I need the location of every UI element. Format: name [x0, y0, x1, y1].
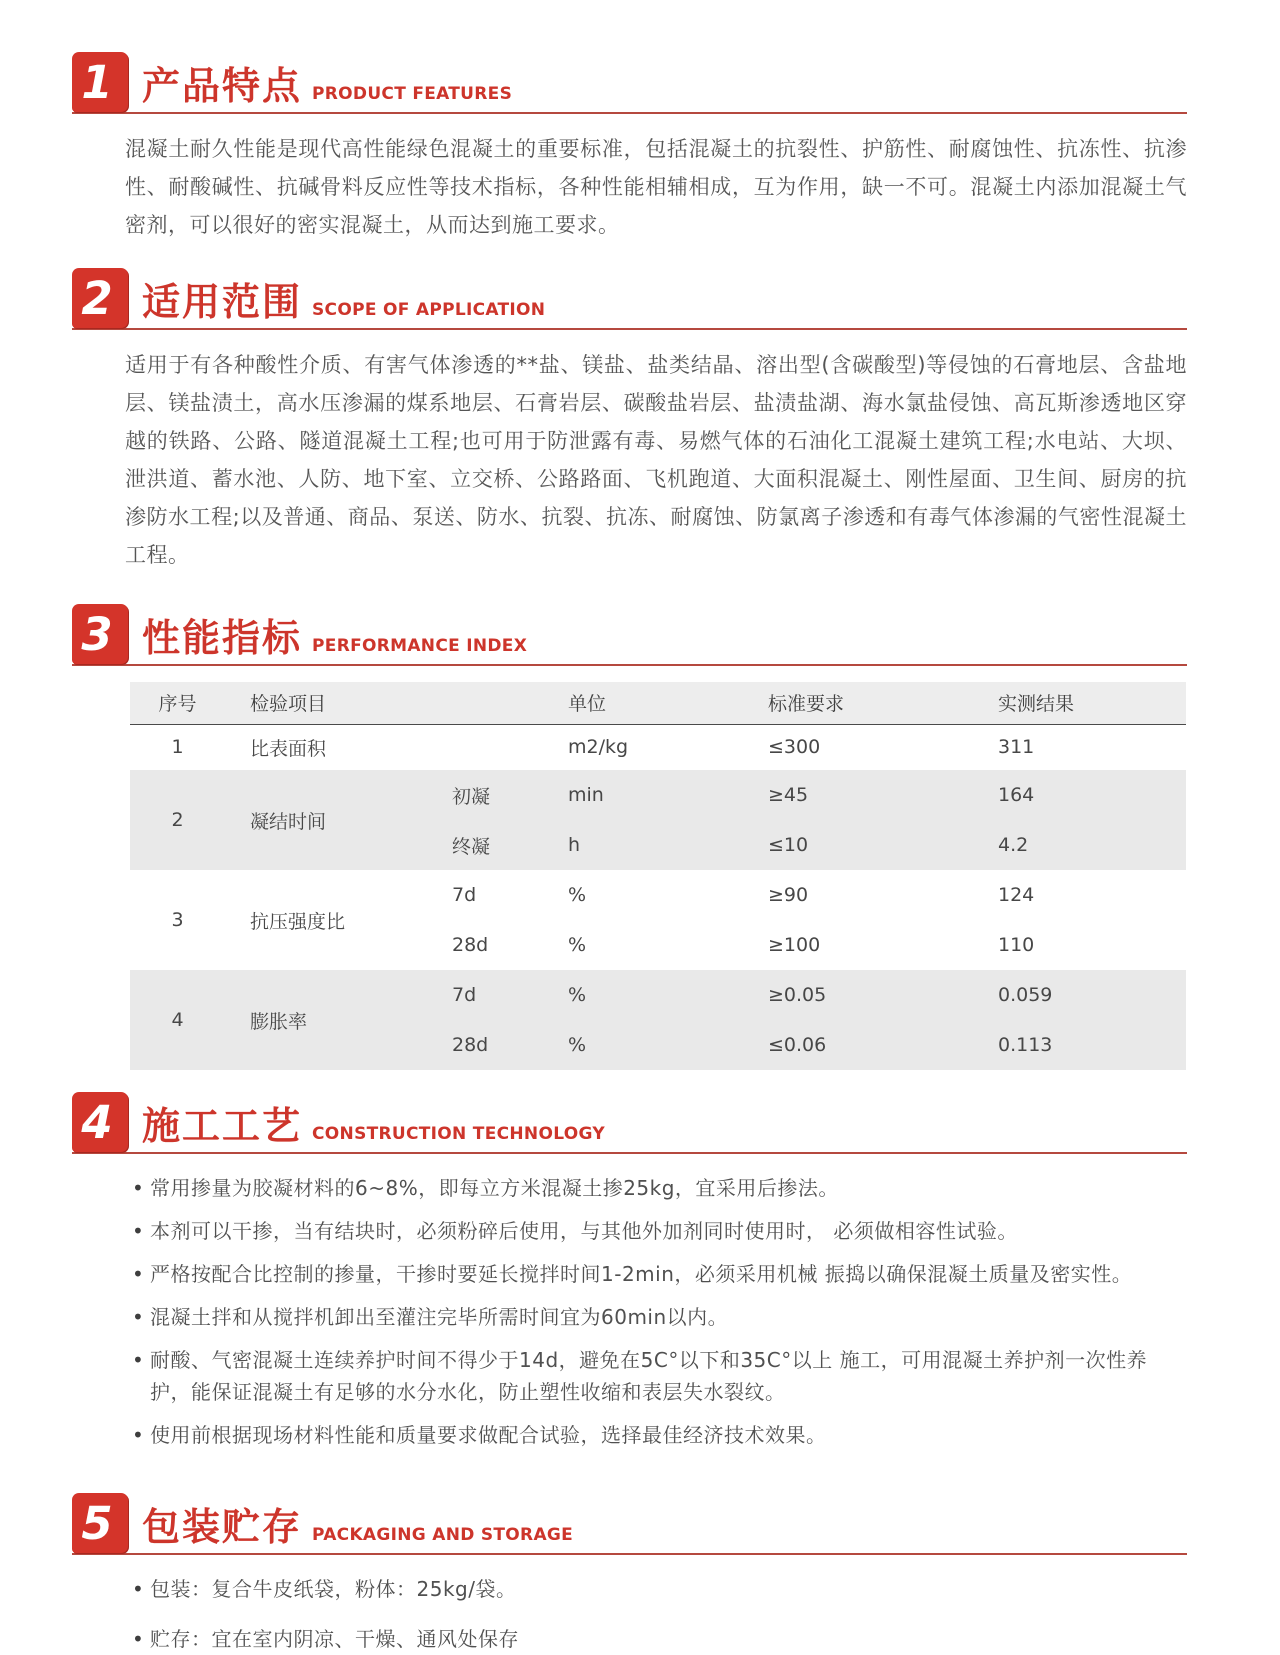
header-cell-standard: 标准要求 [760, 682, 990, 724]
table-row [130, 870, 1186, 920]
section-number-badge: 4 [72, 1092, 128, 1152]
cell-item: 比表面积 [225, 724, 420, 770]
section-packaging-storage [72, 1493, 1187, 1655]
table-row [130, 770, 1186, 820]
section-header [72, 1092, 1187, 1154]
header-cell-item: 检验项目 [225, 682, 560, 724]
cell-sub: 28d [420, 1020, 560, 1070]
cell-result: 0.059 [990, 970, 1186, 1020]
cell-sub: 终凝 [420, 820, 560, 870]
table-row [130, 724, 1186, 770]
cell-item: 抗压强度比 [225, 870, 420, 970]
header-cell-no: 序号 [130, 682, 225, 724]
section-number-badge: 2 [72, 268, 128, 328]
cell-no: 4 [130, 970, 225, 1070]
section-paragraph: 适用于有各种酸性介质、有害气体渗透的**盐、镁盐、盐类结晶、溶出型(含碳酸型)等侵蚀的石膏地层、含盐地层、镁盐渍土，高水压渗漏的煤系地层、石膏岩层、碳酸盐岩层、盐渍盐湖、海水氯盐侵蚀、高瓦斯渗透地区穿越的铁路、公路、隧道混凝土工程;也可用于防泄露有毒、易燃气体的石油化工混凝土建筑工程;水电站、大坝、泄洪道、蓄水池、人防、地下室、立交桥、公路路面、飞机跑道、大面积混凝土、刚性屋面、卫生间、厨房的抗渗防水工程;以及普通、商品、泵送、防水、抗裂、抗冻、耐腐蚀、防氯离子渗透和有毒气体渗漏的气密性混凝土工程。 [125, 353, 1187, 567]
section-titles [142, 64, 513, 112]
section-construction-technology [72, 1092, 1187, 1451]
section-titles [142, 616, 528, 664]
section-header [72, 1493, 1187, 1555]
cell-sub: 28d [420, 920, 560, 970]
cell-result: 4.2 [990, 820, 1186, 870]
cell-unit: % [560, 920, 760, 970]
packaging-bullet-list [130, 1573, 1187, 1655]
cell-standard: ≥90 [760, 870, 990, 920]
cell-unit: % [560, 1020, 760, 1070]
cell-unit: % [560, 970, 760, 1020]
cell-result: 124 [990, 870, 1186, 920]
cell-unit: min [560, 770, 760, 820]
cell-unit: % [560, 870, 760, 920]
section-number-badge: 1 [72, 52, 128, 112]
section-header [72, 268, 1187, 330]
performance-table-header [130, 682, 1186, 724]
cell-result: 110 [990, 920, 1186, 970]
header-cell-result: 实测结果 [990, 682, 1186, 724]
cell-unit: m2/kg [560, 724, 760, 770]
section-title-en: PRODUCT FEATURES [312, 84, 513, 104]
section-product-features [72, 52, 1187, 244]
section-performance-index [72, 604, 1187, 1070]
section-title-zh: 施工工艺 [142, 1104, 303, 1148]
table-header-row [130, 682, 1186, 724]
cell-no: 1 [130, 724, 225, 770]
bullet-item: • 严格按配合比控制的掺量，干掺时要延长搅拌时间1-2min，必须采用机械 振捣以确保混凝土质量及密实性。 [130, 1258, 1187, 1290]
cell-sub: 7d [420, 970, 560, 1020]
section-title-zh: 包装贮存 [142, 1505, 303, 1549]
section-number-badge: 5 [72, 1493, 128, 1553]
cell-sub [420, 724, 560, 770]
section-title-en: PERFORMANCE INDEX [312, 636, 528, 656]
section-title-zh: 性能指标 [142, 616, 303, 660]
cell-sub: 初凝 [420, 770, 560, 820]
section-title-en: SCOPE OF APPLICATION [312, 300, 546, 320]
section-header [72, 52, 1187, 114]
section-titles [142, 280, 546, 328]
section-titles [142, 1505, 574, 1553]
section-title-en: CONSTRUCTION TECHNOLOGY [312, 1124, 605, 1144]
cell-standard: ≥45 [760, 770, 990, 820]
cell-no: 3 [130, 870, 225, 970]
cell-item: 膨胀率 [225, 970, 420, 1070]
performance-table [130, 682, 1186, 1070]
bullet-item: • 贮存：宜在室内阴凉、干燥、通风处保存 [130, 1623, 1187, 1655]
bullet-item: • 耐酸、气密混凝土连续养护时间不得少于14d，避免在5C°以下和35C°以上 施工，可用混凝土养护剂一次性养护，能保证混凝土有足够的水分水化，防止塑性收缩和表层失水裂纹。 [130, 1344, 1187, 1408]
section-scope-of-application [72, 268, 1187, 574]
bullet-item: • 使用前根据现场材料性能和质量要求做配合试验，选择最佳经济技术效果。 [130, 1419, 1187, 1451]
cell-standard: ≥100 [760, 920, 990, 970]
cell-result: 0.113 [990, 1020, 1186, 1070]
cell-standard: ≤0.06 [760, 1020, 990, 1070]
bullet-item: • 本剂可以干掺，当有结块时，必须粉碎后使用，与其他外加剂同时使用时， 必须做相容性试验。 [130, 1215, 1187, 1247]
section-number-badge: 3 [72, 604, 128, 664]
cell-sub: 7d [420, 870, 560, 920]
cell-result: 311 [990, 724, 1186, 770]
section-title-zh: 适用范围 [142, 280, 303, 324]
bullet-item: • 包装：复合牛皮纸袋，粉体：25kg/袋。 [130, 1573, 1187, 1605]
section-paragraph: 混凝土耐久性能是现代高性能绿色混凝土的重要标准，包括混凝土的抗裂性、护筋性、耐腐蚀性、抗冻性、抗渗性、耐酸碱性、抗碱骨料反应性等技术指标，各种性能相辅相成，互为作用，缺一不可。混凝土内添加混凝土气密剂，可以很好的密实混凝土，从而达到施工要求。 [125, 137, 1187, 237]
section-title-zh: 产品特点 [142, 64, 303, 108]
section-header [72, 604, 1187, 666]
cell-item: 凝结时间 [225, 770, 420, 870]
bullet-item: • 常用掺量为胶凝材料的6~8%，即每立方米混凝土掺25kg，宜采用后掺法。 [130, 1172, 1187, 1204]
cell-unit: h [560, 820, 760, 870]
section-titles [142, 1104, 605, 1152]
cell-result: 164 [990, 770, 1186, 820]
cell-no: 2 [130, 770, 225, 870]
header-cell-unit: 单位 [560, 682, 760, 724]
construction-bullet-list [130, 1172, 1187, 1451]
cell-standard: ≤10 [760, 820, 990, 870]
bullet-item: • 混凝土拌和从搅拌机卸出至灌注完毕所需时间宜为60min以内。 [130, 1301, 1187, 1333]
cell-standard: ≥0.05 [760, 970, 990, 1020]
cell-standard: ≤300 [760, 724, 990, 770]
section-title-en: PACKAGING AND STORAGE [312, 1525, 574, 1545]
table-row [130, 970, 1186, 1020]
